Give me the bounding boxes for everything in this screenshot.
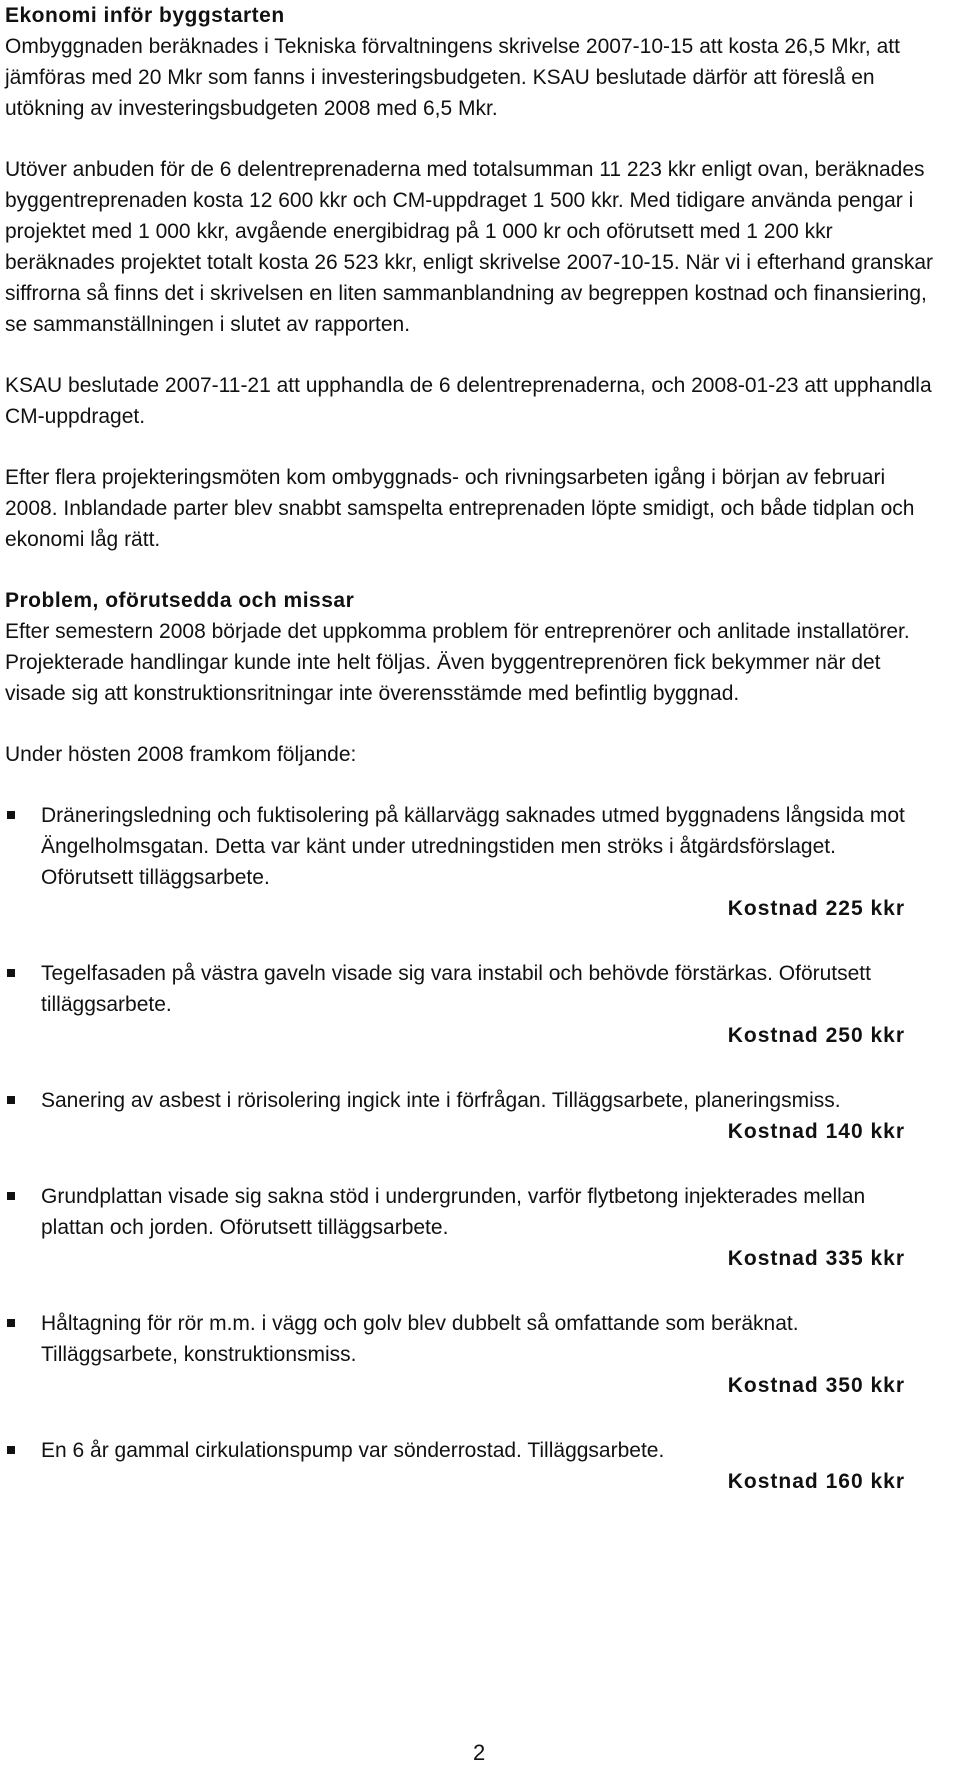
problems-intro: Under hösten 2008 framkom följande: bbox=[5, 743, 357, 766]
problem-list bbox=[5, 800, 935, 1497]
item-text: En 6 år gammal cirkulationspump var sönderrostad. Tilläggsarbete. bbox=[41, 1439, 665, 1462]
item-cost: Kostnad 250 kkr bbox=[727, 1024, 905, 1047]
square-bullet-icon bbox=[7, 1096, 15, 1104]
problems-heading: Problem, oförutsedda och missar bbox=[5, 589, 355, 612]
page-number: 2 bbox=[473, 1740, 486, 1765]
square-bullet-icon bbox=[7, 1192, 15, 1200]
list-item bbox=[5, 1308, 931, 1401]
list-item bbox=[5, 1085, 931, 1147]
economy-heading: Ekonomi inför byggstarten bbox=[5, 4, 285, 27]
square-bullet-icon bbox=[7, 1446, 15, 1454]
item-cost: Kostnad 160 kkr bbox=[727, 1470, 905, 1493]
item-cost: Kostnad 335 kkr bbox=[727, 1247, 905, 1270]
economy-paragraph-4: Efter flera projekteringsmöten kom ombyggnads- och rivningsarbeten igång i början av februari 2008. Inblandade parter blev snabbt samspelta entreprenaden löpte smidigt, och både tidplan och ekonomi låg rätt. bbox=[5, 466, 915, 551]
list-item bbox=[5, 958, 931, 1051]
item-cost: Kostnad 225 kkr bbox=[727, 897, 905, 920]
square-bullet-icon bbox=[7, 1319, 15, 1327]
square-bullet-icon bbox=[7, 811, 15, 819]
economy-paragraph-1: Ombyggnaden beräknades i Tekniska förvaltningens skrivelse 2007-10-15 att kosta 26,5 Mkr, att jämföras med 20 Mkr som fanns i investeringsbudgeten. KSAU beslutade därför att föreslå en utökning av investeringsbudgeten 2008 med 6,5 Mkr. bbox=[5, 35, 900, 120]
item-cost: Kostnad 140 kkr bbox=[727, 1120, 905, 1143]
problems-paragraph-1: Efter semestern 2008 började det uppkomma problem för entreprenörer och anlitade installatörer. Projekterade handlingar kunde inte helt följas. Även byggentreprenören fick bekymmer när det visade sig att konstruktionsritningar inte överensstämde med befintlig byggnad. bbox=[5, 620, 910, 705]
economy-paragraph-3: KSAU beslutade 2007-11-21 att upphandla de 6 delentreprenaderna, och 2008-01-23 att upphandla CM-uppdraget. bbox=[5, 374, 932, 428]
economy-section bbox=[5, 0, 935, 124]
document-page bbox=[5, 0, 935, 1531]
square-bullet-icon bbox=[7, 969, 15, 977]
item-text: Håltagning för rör m.m. i vägg och golv blev dubbelt så omfattande som beräknat. Tilläggsarbete, konstruktionsmiss. bbox=[41, 1312, 799, 1366]
item-text: Dräneringsledning och fuktisolering på källarvägg saknades utmed byggnadens långsida mot Ängelholmsgatan. Detta var känt under utredningstiden men ströks i åtgärdsförslaget. Oförutsett tilläggsarbete. bbox=[41, 804, 905, 889]
list-item bbox=[5, 1181, 931, 1274]
item-cost: Kostnad 350 kkr bbox=[727, 1374, 905, 1397]
item-text: Tegelfasaden på västra gaveln visade sig vara instabil och behövde förstärkas. Oförutsett tilläggsarbete. bbox=[41, 962, 871, 1016]
economy-paragraph-2: Utöver anbuden för de 6 delentreprenaderna med totalsumman 11 223 kkr enligt ovan, beräknades byggentreprenaden kosta 12 600 kkr och CM-uppdraget 1 500 kkr. Med tidigare använda pengar i projektet med 1 000 kkr, avgående energibidrag på 1 000 kr och oförutsett med 1 200 kkr beräknades projektet totalt kosta 26 523 kkr, enligt skrivelse 2007-10-15. När vi i efterhand granskar siffrorna så finns det i skrivelsen en liten sammanblandning av begreppen kostnad och finansiering, se sammanställningen i slutet av rapporten. bbox=[5, 158, 934, 336]
list-item bbox=[5, 800, 931, 924]
item-text: Sanering av asbest i rörisolering ingick inte i förfrågan. Tilläggsarbete, planeringsmiss. bbox=[41, 1089, 841, 1112]
item-text: Grundplattan visade sig sakna stöd i undergrunden, varför flytbetong injekterades mellan plattan och jorden. Oförutsett tilläggsarbete. bbox=[41, 1185, 866, 1239]
problems-section bbox=[5, 585, 935, 709]
list-item bbox=[5, 1435, 931, 1497]
